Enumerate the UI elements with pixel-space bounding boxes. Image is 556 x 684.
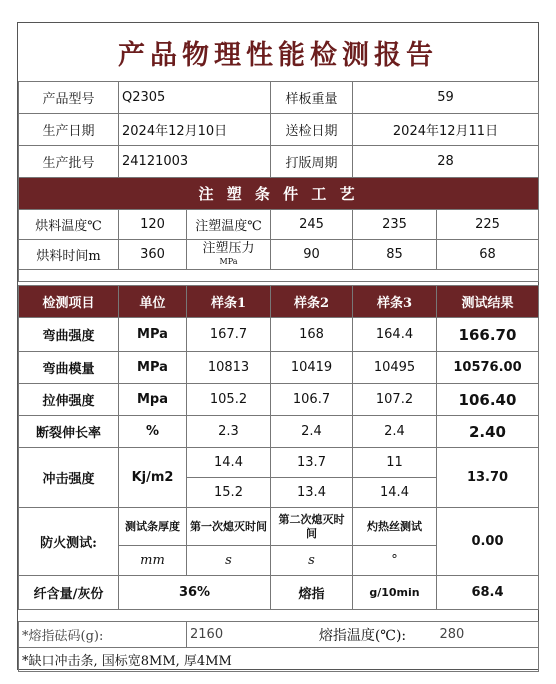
tensile-result: 106.40: [437, 384, 539, 416]
fire-name: 防火测试:: [19, 508, 119, 576]
batch-label: 生产批号: [19, 146, 119, 178]
cycle-value: 28: [353, 146, 539, 178]
table-row: [19, 416, 539, 448]
table-row: [19, 384, 539, 416]
footer-note: *缺口冲击条, 国标宽8MM, 厚4MM: [19, 648, 539, 672]
flex-strength-s1: 167.7: [187, 318, 271, 352]
impact-result: 13.70: [437, 448, 539, 508]
mi-temp-label: 熔指温度(℃):: [289, 622, 437, 648]
flex-modulus-s1: 10813: [187, 352, 271, 384]
fire-col-glowwire: 灼热丝测试: [353, 508, 437, 546]
inj-pressure-2: 85: [353, 240, 437, 270]
inj-pressure-1: 90: [271, 240, 353, 270]
inj-temp-3: 225: [437, 210, 539, 240]
tensile-s3: 107.2: [353, 384, 437, 416]
product-model-label: 产品型号: [19, 82, 119, 114]
header-result: 测试结果: [437, 286, 539, 318]
fire-col-second: 第二次熄灭时间: [271, 508, 353, 546]
inj-pressure-text: 注塑压力: [202, 240, 255, 256]
dry-time-value: 360: [119, 240, 187, 270]
header-sample1: 样条1: [187, 286, 271, 318]
flex-strength-unit: MPa: [119, 318, 187, 352]
mi-unit: g/10min: [353, 576, 437, 610]
flex-strength-result: 166.70: [437, 318, 539, 352]
impact-name: 冲击强度: [19, 448, 119, 508]
table-row: [19, 352, 539, 384]
impact-r1-s3: 11: [353, 448, 437, 478]
fire-result: 0.00: [437, 508, 539, 576]
elongation-s3: 2.4: [353, 416, 437, 448]
inj-pressure-3: 68: [437, 240, 539, 270]
fire-unit-s1: s: [187, 546, 271, 576]
product-model-value: Q2305: [119, 82, 271, 114]
fire-unit-s2: s: [271, 546, 353, 576]
table-row: [19, 318, 539, 352]
process-table: [18, 177, 539, 282]
sample-weight-value: 59: [353, 82, 539, 114]
inj-pressure-label: [187, 240, 271, 270]
impact-r2-s2: 13.4: [271, 478, 353, 508]
production-date-label: 生产日期: [19, 114, 119, 146]
inj-temp-2: 235: [353, 210, 437, 240]
header-sample3: 样条3: [353, 286, 437, 318]
info-table: [18, 81, 539, 178]
mi-value: 68.4: [437, 576, 539, 610]
delivery-date-label: 送检日期: [271, 114, 353, 146]
fire-unit-degree: °: [353, 546, 437, 576]
flex-modulus-result: 10576.00: [437, 352, 539, 384]
dry-time-label: 烘料时间m: [19, 240, 119, 270]
weight-label: *熔指砝码(g):: [19, 622, 187, 648]
impact-r1-s2: 13.7: [271, 448, 353, 478]
report-title: 产品物理性能检测报告: [118, 39, 438, 71]
flex-strength-s3: 164.4: [353, 318, 437, 352]
fire-col-thickness: 测试条厚度: [119, 508, 187, 546]
elongation-unit: %: [119, 416, 187, 448]
tensile-name: 拉伸强度: [19, 384, 119, 416]
process-header: 注 塑 条 件 工 艺: [19, 178, 539, 210]
header-item: 检测项目: [19, 286, 119, 318]
impact-r2-s1: 15.2: [187, 478, 271, 508]
inj-temp-label: 注塑温度℃: [187, 210, 271, 240]
inj-temp-1: 245: [271, 210, 353, 240]
weight-value: 2160: [187, 622, 289, 648]
tensile-unit: Mpa: [119, 384, 187, 416]
footer-table: [18, 621, 539, 672]
tensile-s1: 105.2: [187, 384, 271, 416]
report-sheet: [17, 22, 539, 670]
flex-modulus-s3: 10495: [353, 352, 437, 384]
fiber-value: 36%: [119, 576, 271, 610]
fiber-label: 纤含量/灰份: [19, 576, 119, 610]
test-table: [18, 285, 539, 610]
elongation-s2: 2.4: [271, 416, 353, 448]
dry-temp-label: 烘料温度℃: [19, 210, 119, 240]
cycle-label: 打版周期: [271, 146, 353, 178]
mi-label: 熔指: [271, 576, 353, 610]
fire-col-first: 第一次熄灭时间: [187, 508, 271, 546]
inj-pressure-unit: MPa: [219, 256, 238, 266]
table-row: [19, 576, 539, 610]
flex-modulus-unit: MPa: [119, 352, 187, 384]
elongation-result: 2.40: [437, 416, 539, 448]
elongation-s1: 2.3: [187, 416, 271, 448]
flex-strength-name: 弯曲强度: [19, 318, 119, 352]
mi-temp-value: 280: [437, 622, 539, 648]
flex-modulus-name: 弯曲模量: [19, 352, 119, 384]
header-unit: 单位: [119, 286, 187, 318]
sample-weight-label: 样板重量: [271, 82, 353, 114]
fire-unit-mm: mm: [119, 546, 187, 576]
impact-unit: Kj/m2: [119, 448, 187, 508]
dry-temp-value: 120: [119, 210, 187, 240]
elongation-name: 断裂伸长率: [19, 416, 119, 448]
flex-strength-s2: 168: [271, 318, 353, 352]
batch-value: 24121003: [119, 146, 271, 178]
header-sample2: 样条2: [271, 286, 353, 318]
tensile-s2: 106.7: [271, 384, 353, 416]
impact-r2-s3: 14.4: [353, 478, 437, 508]
spacer-row: [19, 270, 539, 282]
production-date-value: 2024年12月10日: [119, 114, 271, 146]
flex-modulus-s2: 10419: [271, 352, 353, 384]
delivery-date-value: 2024年12月11日: [353, 114, 539, 146]
table-row: [19, 448, 539, 478]
impact-r1-s1: 14.4: [187, 448, 271, 478]
table-row: [19, 508, 539, 546]
